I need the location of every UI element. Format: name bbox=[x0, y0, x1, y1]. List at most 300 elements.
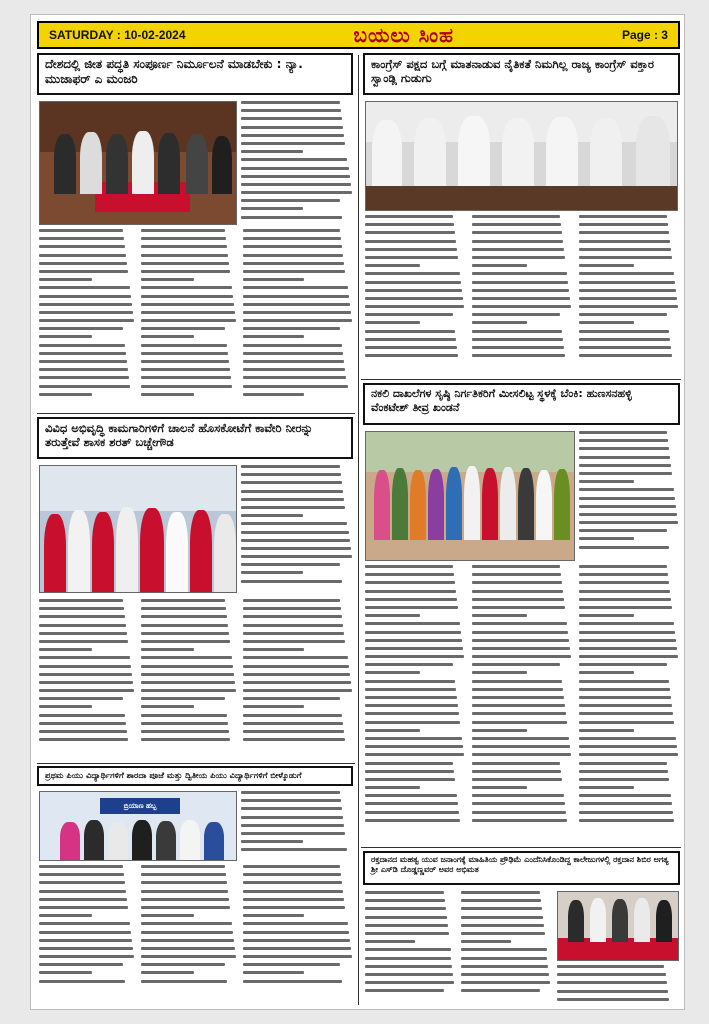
text-line bbox=[241, 175, 350, 178]
text-line bbox=[39, 881, 125, 884]
text-line bbox=[365, 248, 457, 251]
text-line bbox=[472, 712, 566, 715]
text-line bbox=[39, 376, 129, 379]
text-line bbox=[241, 150, 303, 153]
text-line bbox=[141, 270, 230, 273]
text-line bbox=[141, 939, 234, 942]
text-line bbox=[365, 281, 461, 284]
article-text-5d bbox=[243, 865, 353, 1005]
text-line bbox=[472, 598, 564, 601]
text-line bbox=[365, 215, 453, 218]
text-line bbox=[241, 199, 340, 202]
text-line bbox=[243, 385, 348, 388]
text-line bbox=[39, 360, 127, 363]
text-line bbox=[39, 898, 127, 901]
text-line bbox=[39, 344, 125, 347]
text-line bbox=[472, 272, 567, 275]
section-divider bbox=[37, 763, 355, 764]
text-line bbox=[472, 631, 568, 634]
text-line bbox=[243, 939, 350, 942]
text-line bbox=[365, 223, 454, 226]
text-line bbox=[472, 614, 527, 617]
text-line bbox=[241, 848, 347, 851]
text-line bbox=[472, 223, 561, 226]
article-text-4c bbox=[472, 565, 572, 843]
article-text-1c bbox=[141, 229, 237, 409]
text-line bbox=[39, 722, 126, 725]
text-line bbox=[365, 573, 454, 576]
text-line bbox=[579, 256, 672, 259]
text-line bbox=[365, 819, 460, 822]
text-line bbox=[557, 981, 667, 984]
article-text-3c bbox=[141, 599, 237, 759]
text-line bbox=[241, 134, 344, 137]
text-line bbox=[365, 297, 463, 300]
article-text-3a bbox=[241, 465, 353, 593]
text-line bbox=[141, 360, 229, 363]
text-line bbox=[472, 240, 563, 243]
text-line bbox=[243, 898, 344, 901]
text-line bbox=[472, 590, 563, 593]
text-line bbox=[39, 278, 92, 281]
article-text-3b bbox=[39, 599, 135, 759]
text-line bbox=[472, 704, 565, 707]
text-line bbox=[243, 270, 345, 273]
text-line bbox=[141, 722, 228, 725]
person-figure bbox=[464, 466, 480, 540]
person-figure bbox=[108, 822, 128, 860]
text-line bbox=[365, 313, 453, 316]
text-line bbox=[365, 696, 457, 699]
text-line bbox=[39, 311, 133, 314]
text-line bbox=[365, 264, 420, 267]
text-line bbox=[141, 368, 230, 371]
text-line bbox=[579, 537, 634, 540]
text-line bbox=[472, 565, 560, 568]
text-line bbox=[141, 278, 194, 281]
article-text-4b bbox=[365, 565, 465, 843]
person-figure bbox=[116, 507, 138, 592]
text-line bbox=[579, 289, 676, 292]
text-line bbox=[243, 393, 304, 396]
article-headline-2: ಕಾಂಗ್ರೆಸ್ ಪಕ್ಷದ ಬಗ್ಗೆ ಮಾತನಾಡುವ ನೈತಿಕತೆ ನಿಮಗಿಲ್ಲ ರಾಜ್ಯ ಕಾಂಗ್ರೆಸ್ ವಕ್ತಾರ ಸ್ವಾಂಡ್ಲಿ ಗುಡುಗು bbox=[363, 53, 680, 95]
text-line bbox=[39, 947, 133, 950]
article-photo-3 bbox=[39, 465, 237, 593]
text-line bbox=[243, 640, 345, 643]
text-line bbox=[579, 811, 673, 814]
text-line bbox=[243, 689, 352, 692]
text-line bbox=[241, 207, 303, 210]
person-figure bbox=[656, 900, 672, 942]
text-line bbox=[39, 319, 134, 322]
text-line bbox=[39, 393, 92, 396]
text-line bbox=[579, 354, 672, 357]
article-text-2b bbox=[472, 215, 572, 375]
text-line bbox=[579, 647, 677, 650]
text-line bbox=[579, 346, 671, 349]
text-line bbox=[472, 819, 567, 822]
person-figure bbox=[156, 821, 176, 860]
person-figure bbox=[180, 820, 200, 860]
text-line bbox=[365, 614, 420, 617]
text-line bbox=[39, 303, 132, 306]
text-line bbox=[472, 680, 562, 683]
text-line bbox=[579, 819, 674, 822]
text-line bbox=[241, 791, 340, 794]
text-line bbox=[39, 697, 123, 700]
text-line bbox=[243, 681, 351, 684]
text-line bbox=[243, 278, 304, 281]
text-line bbox=[141, 898, 229, 901]
text-line bbox=[365, 321, 420, 324]
text-line bbox=[141, 971, 194, 974]
text-line bbox=[241, 514, 303, 517]
text-line bbox=[141, 237, 226, 240]
article-photo-5 bbox=[39, 791, 237, 861]
section-divider bbox=[361, 847, 681, 848]
text-line bbox=[579, 778, 669, 781]
text-line bbox=[472, 231, 562, 234]
text-line bbox=[365, 899, 445, 902]
article-headline-1: ದೇಶದಲ್ಲಿ ಜೀತ ಪದ್ಧತಿ ಸಂಪೂರ್ಣ ನಿರ್ಮೂಲನೆ ಮಾಡಬೇಕು : ನ್ಯಾ. ಮುಜಾಫರ್ ಎ ಮಂಜರಿ bbox=[37, 53, 353, 95]
text-line bbox=[141, 890, 228, 893]
text-line bbox=[472, 256, 565, 259]
text-line bbox=[39, 245, 125, 248]
text-line bbox=[141, 914, 194, 917]
text-line bbox=[243, 615, 342, 618]
text-line bbox=[241, 158, 347, 161]
article-photo-2 bbox=[365, 101, 678, 211]
text-line bbox=[557, 990, 668, 993]
text-line bbox=[579, 240, 670, 243]
text-line bbox=[39, 890, 126, 893]
text-line bbox=[365, 891, 444, 894]
text-line bbox=[365, 354, 458, 357]
text-line bbox=[365, 655, 464, 658]
text-line bbox=[141, 648, 194, 651]
article-text-5c bbox=[141, 865, 237, 1005]
text-line bbox=[141, 393, 194, 396]
text-line bbox=[141, 673, 234, 676]
text-line bbox=[243, 262, 344, 265]
text-line bbox=[365, 802, 458, 805]
article-text-3d bbox=[243, 599, 353, 759]
text-line bbox=[472, 745, 570, 748]
article-text-6c bbox=[557, 965, 679, 1005]
text-line bbox=[579, 464, 671, 467]
text-line bbox=[365, 712, 459, 715]
text-line bbox=[39, 865, 123, 868]
text-line bbox=[365, 907, 446, 910]
text-line bbox=[461, 973, 549, 976]
text-line bbox=[472, 696, 564, 699]
text-line bbox=[472, 297, 570, 300]
text-line bbox=[365, 663, 453, 666]
text-line bbox=[579, 786, 634, 789]
person-figure bbox=[106, 134, 128, 194]
text-line bbox=[141, 714, 227, 717]
text-line bbox=[472, 770, 561, 773]
person-figure bbox=[518, 468, 534, 540]
text-line bbox=[241, 522, 347, 525]
person-figure bbox=[636, 116, 670, 190]
text-line bbox=[472, 248, 564, 251]
newspaper-page bbox=[30, 14, 685, 1010]
text-line bbox=[579, 297, 677, 300]
section-divider bbox=[37, 413, 355, 414]
person-figure bbox=[634, 898, 650, 942]
text-line bbox=[365, 924, 448, 927]
text-line bbox=[365, 305, 464, 308]
text-line bbox=[579, 281, 675, 284]
text-line bbox=[141, 344, 227, 347]
text-line bbox=[579, 794, 671, 797]
text-line bbox=[461, 924, 544, 927]
text-line bbox=[365, 688, 456, 691]
text-line bbox=[141, 681, 235, 684]
text-line bbox=[365, 272, 460, 275]
text-line bbox=[39, 939, 132, 942]
text-line bbox=[365, 721, 460, 724]
text-line bbox=[141, 955, 236, 958]
text-line bbox=[579, 505, 676, 508]
text-line bbox=[579, 696, 671, 699]
person-figure bbox=[92, 512, 114, 592]
article-headline-6: ರಕ್ತದಾನದ ಮಹತ್ವ ಯುವ ಜನಾಂಗಕ್ಕೆ ಮಾಹಿತಿಯ ಪ್ರೌಢಿಮೆ ಎಂದೆನಿಸಿಕೊಂಡಿದ್ದ ಕಾಲೇಜುಗಳಲ್ಲಿ ರಕ್ತದಾನ ಶಿಬಿರ ಅಗತ್ಯ ಶ್ರೀ ಎಸ್‌ಡಿ ದೊಡ್ಡಣ್ಣವರ್ ಅವರ ಅಭಿಮತ bbox=[363, 851, 680, 885]
text-line bbox=[472, 215, 560, 218]
text-line bbox=[472, 354, 565, 357]
text-line bbox=[243, 980, 342, 983]
article-headline-4: ನಕಲಿ ದಾಖಲೆಗಳ ಸೃಷ್ಠಿ ನಿರ್ಗತಿಕರಿಗೆ ಮೀಸಲಿಟ್ಟ ಸ್ಥಳಕ್ಕೆ ಬೆಂಕಿ: ಹುಣಸನಹಳ್ಳಿ ವೆಂಕಟೇಶ್ ತೀವ್ರ ಖಂಡನೆ bbox=[363, 383, 680, 425]
text-line bbox=[243, 730, 344, 733]
text-line bbox=[579, 529, 667, 532]
text-line bbox=[365, 565, 453, 568]
text-line bbox=[579, 272, 674, 275]
text-line bbox=[141, 335, 194, 338]
text-line bbox=[243, 906, 345, 909]
text-line bbox=[241, 840, 303, 843]
person-figure bbox=[54, 134, 76, 194]
text-line bbox=[39, 906, 128, 909]
text-line bbox=[472, 802, 565, 805]
text-line bbox=[472, 305, 571, 308]
text-line bbox=[557, 973, 666, 976]
text-line bbox=[365, 948, 451, 951]
person-figure bbox=[190, 510, 212, 592]
text-line bbox=[579, 321, 634, 324]
text-line bbox=[365, 916, 447, 919]
text-line bbox=[141, 262, 229, 265]
person-figure bbox=[590, 118, 622, 190]
text-line bbox=[141, 689, 236, 692]
text-line bbox=[39, 286, 130, 289]
text-line bbox=[241, 191, 352, 194]
text-line bbox=[472, 573, 561, 576]
person-figure bbox=[204, 822, 224, 860]
text-line bbox=[39, 632, 127, 635]
text-line bbox=[557, 965, 664, 968]
text-line bbox=[365, 957, 451, 960]
text-line bbox=[243, 971, 304, 974]
text-line bbox=[39, 665, 131, 668]
text-line bbox=[472, 663, 560, 666]
text-line bbox=[241, 216, 342, 219]
text-line bbox=[39, 624, 126, 627]
text-line bbox=[579, 614, 634, 617]
text-line bbox=[365, 631, 461, 634]
text-line bbox=[141, 665, 233, 668]
text-line bbox=[241, 547, 351, 550]
text-line bbox=[461, 965, 548, 968]
text-line bbox=[472, 581, 562, 584]
text-line bbox=[472, 639, 569, 642]
text-line bbox=[39, 714, 125, 717]
text-line bbox=[579, 546, 669, 549]
text-line bbox=[141, 881, 227, 884]
person-figure bbox=[410, 470, 426, 540]
text-line bbox=[579, 513, 677, 516]
person-figure bbox=[132, 131, 154, 194]
text-line bbox=[141, 738, 230, 741]
text-line bbox=[243, 327, 340, 330]
person-figure bbox=[590, 898, 606, 942]
text-line bbox=[39, 262, 127, 265]
text-line bbox=[141, 615, 227, 618]
text-line bbox=[243, 368, 345, 371]
text-line bbox=[39, 705, 92, 708]
text-line bbox=[243, 376, 346, 379]
text-line bbox=[365, 932, 449, 935]
person-figure bbox=[186, 134, 208, 194]
text-line bbox=[141, 376, 231, 379]
person-figure bbox=[166, 512, 188, 592]
article-text-2c bbox=[579, 215, 679, 375]
person-figure bbox=[372, 120, 402, 190]
person-figure bbox=[568, 900, 584, 942]
text-line bbox=[243, 599, 340, 602]
text-line bbox=[243, 344, 342, 347]
text-line bbox=[243, 352, 343, 355]
text-line bbox=[365, 704, 458, 707]
article-text-2a bbox=[365, 215, 465, 375]
text-line bbox=[141, 319, 236, 322]
article-photo-4 bbox=[365, 431, 575, 561]
text-line bbox=[365, 330, 455, 333]
text-line bbox=[365, 647, 463, 650]
text-line bbox=[365, 729, 420, 732]
text-line bbox=[461, 916, 543, 919]
text-line bbox=[141, 607, 226, 610]
text-line bbox=[472, 289, 569, 292]
text-line bbox=[579, 248, 671, 251]
text-line bbox=[365, 231, 455, 234]
text-line bbox=[472, 606, 565, 609]
text-line bbox=[141, 873, 226, 876]
text-line bbox=[141, 931, 233, 934]
text-line bbox=[579, 729, 634, 732]
text-line bbox=[461, 957, 547, 960]
text-line bbox=[365, 745, 463, 748]
text-line bbox=[365, 622, 460, 625]
person-figure bbox=[60, 822, 80, 860]
text-line bbox=[241, 101, 340, 104]
text-line bbox=[39, 971, 92, 974]
text-line bbox=[579, 431, 667, 434]
text-line bbox=[472, 321, 527, 324]
text-line bbox=[461, 891, 540, 894]
person-figure bbox=[446, 467, 462, 540]
text-line bbox=[243, 286, 348, 289]
text-line bbox=[472, 811, 566, 814]
person-figure bbox=[84, 820, 104, 860]
text-line bbox=[241, 816, 343, 819]
text-line bbox=[141, 632, 229, 635]
text-line bbox=[579, 231, 669, 234]
article-headline-3: ವಿವಿಧ ಅಭಿವೃದ್ಧಿ ಕಾಮಗಾರಿಗಳಿಗೆ ಚಾಲನೆ ಹೊಸಕೋಟೆಗೆ ಕಾವೇರಿ ನೀರನ್ನು ತರುತ್ತೇವೆ ಶಾಸಕ ಶರತ್ ಬಚ್ಚೇಗೌಡ bbox=[37, 417, 353, 459]
text-line bbox=[365, 811, 459, 814]
text-line bbox=[243, 922, 348, 925]
text-line bbox=[365, 639, 462, 642]
text-line bbox=[39, 352, 126, 355]
text-line bbox=[365, 289, 462, 292]
text-line bbox=[579, 338, 670, 341]
text-line bbox=[241, 465, 340, 468]
text-line bbox=[579, 565, 667, 568]
text-line bbox=[39, 640, 128, 643]
text-line bbox=[243, 697, 340, 700]
text-line bbox=[241, 571, 303, 574]
text-line bbox=[461, 940, 511, 943]
text-line bbox=[243, 254, 343, 257]
text-line bbox=[579, 631, 675, 634]
text-line bbox=[472, 721, 567, 724]
text-line bbox=[141, 640, 230, 643]
text-line bbox=[39, 931, 131, 934]
text-line bbox=[472, 622, 567, 625]
text-line bbox=[39, 673, 132, 676]
text-line bbox=[472, 729, 527, 732]
text-line bbox=[141, 295, 233, 298]
text-line bbox=[241, 506, 345, 509]
text-line bbox=[579, 737, 676, 740]
text-line bbox=[241, 498, 344, 501]
text-line bbox=[243, 237, 341, 240]
person-figure bbox=[212, 136, 232, 194]
text-line bbox=[241, 481, 342, 484]
text-line bbox=[579, 447, 669, 450]
text-line bbox=[39, 681, 133, 684]
article-text-1b bbox=[39, 229, 135, 409]
text-line bbox=[241, 117, 342, 120]
text-line bbox=[39, 368, 128, 371]
text-line bbox=[579, 671, 634, 674]
text-line bbox=[365, 989, 444, 992]
text-line bbox=[39, 648, 92, 651]
text-line bbox=[365, 794, 457, 797]
text-line bbox=[365, 240, 456, 243]
text-line bbox=[141, 906, 230, 909]
text-line bbox=[461, 907, 542, 910]
text-line bbox=[39, 914, 92, 917]
page-number: Page : 3 bbox=[621, 28, 668, 42]
text-line bbox=[141, 865, 225, 868]
text-line bbox=[241, 807, 342, 810]
text-line bbox=[141, 980, 227, 983]
text-line bbox=[579, 456, 670, 459]
text-line bbox=[141, 254, 228, 257]
text-line bbox=[461, 932, 545, 935]
text-line bbox=[472, 753, 571, 756]
